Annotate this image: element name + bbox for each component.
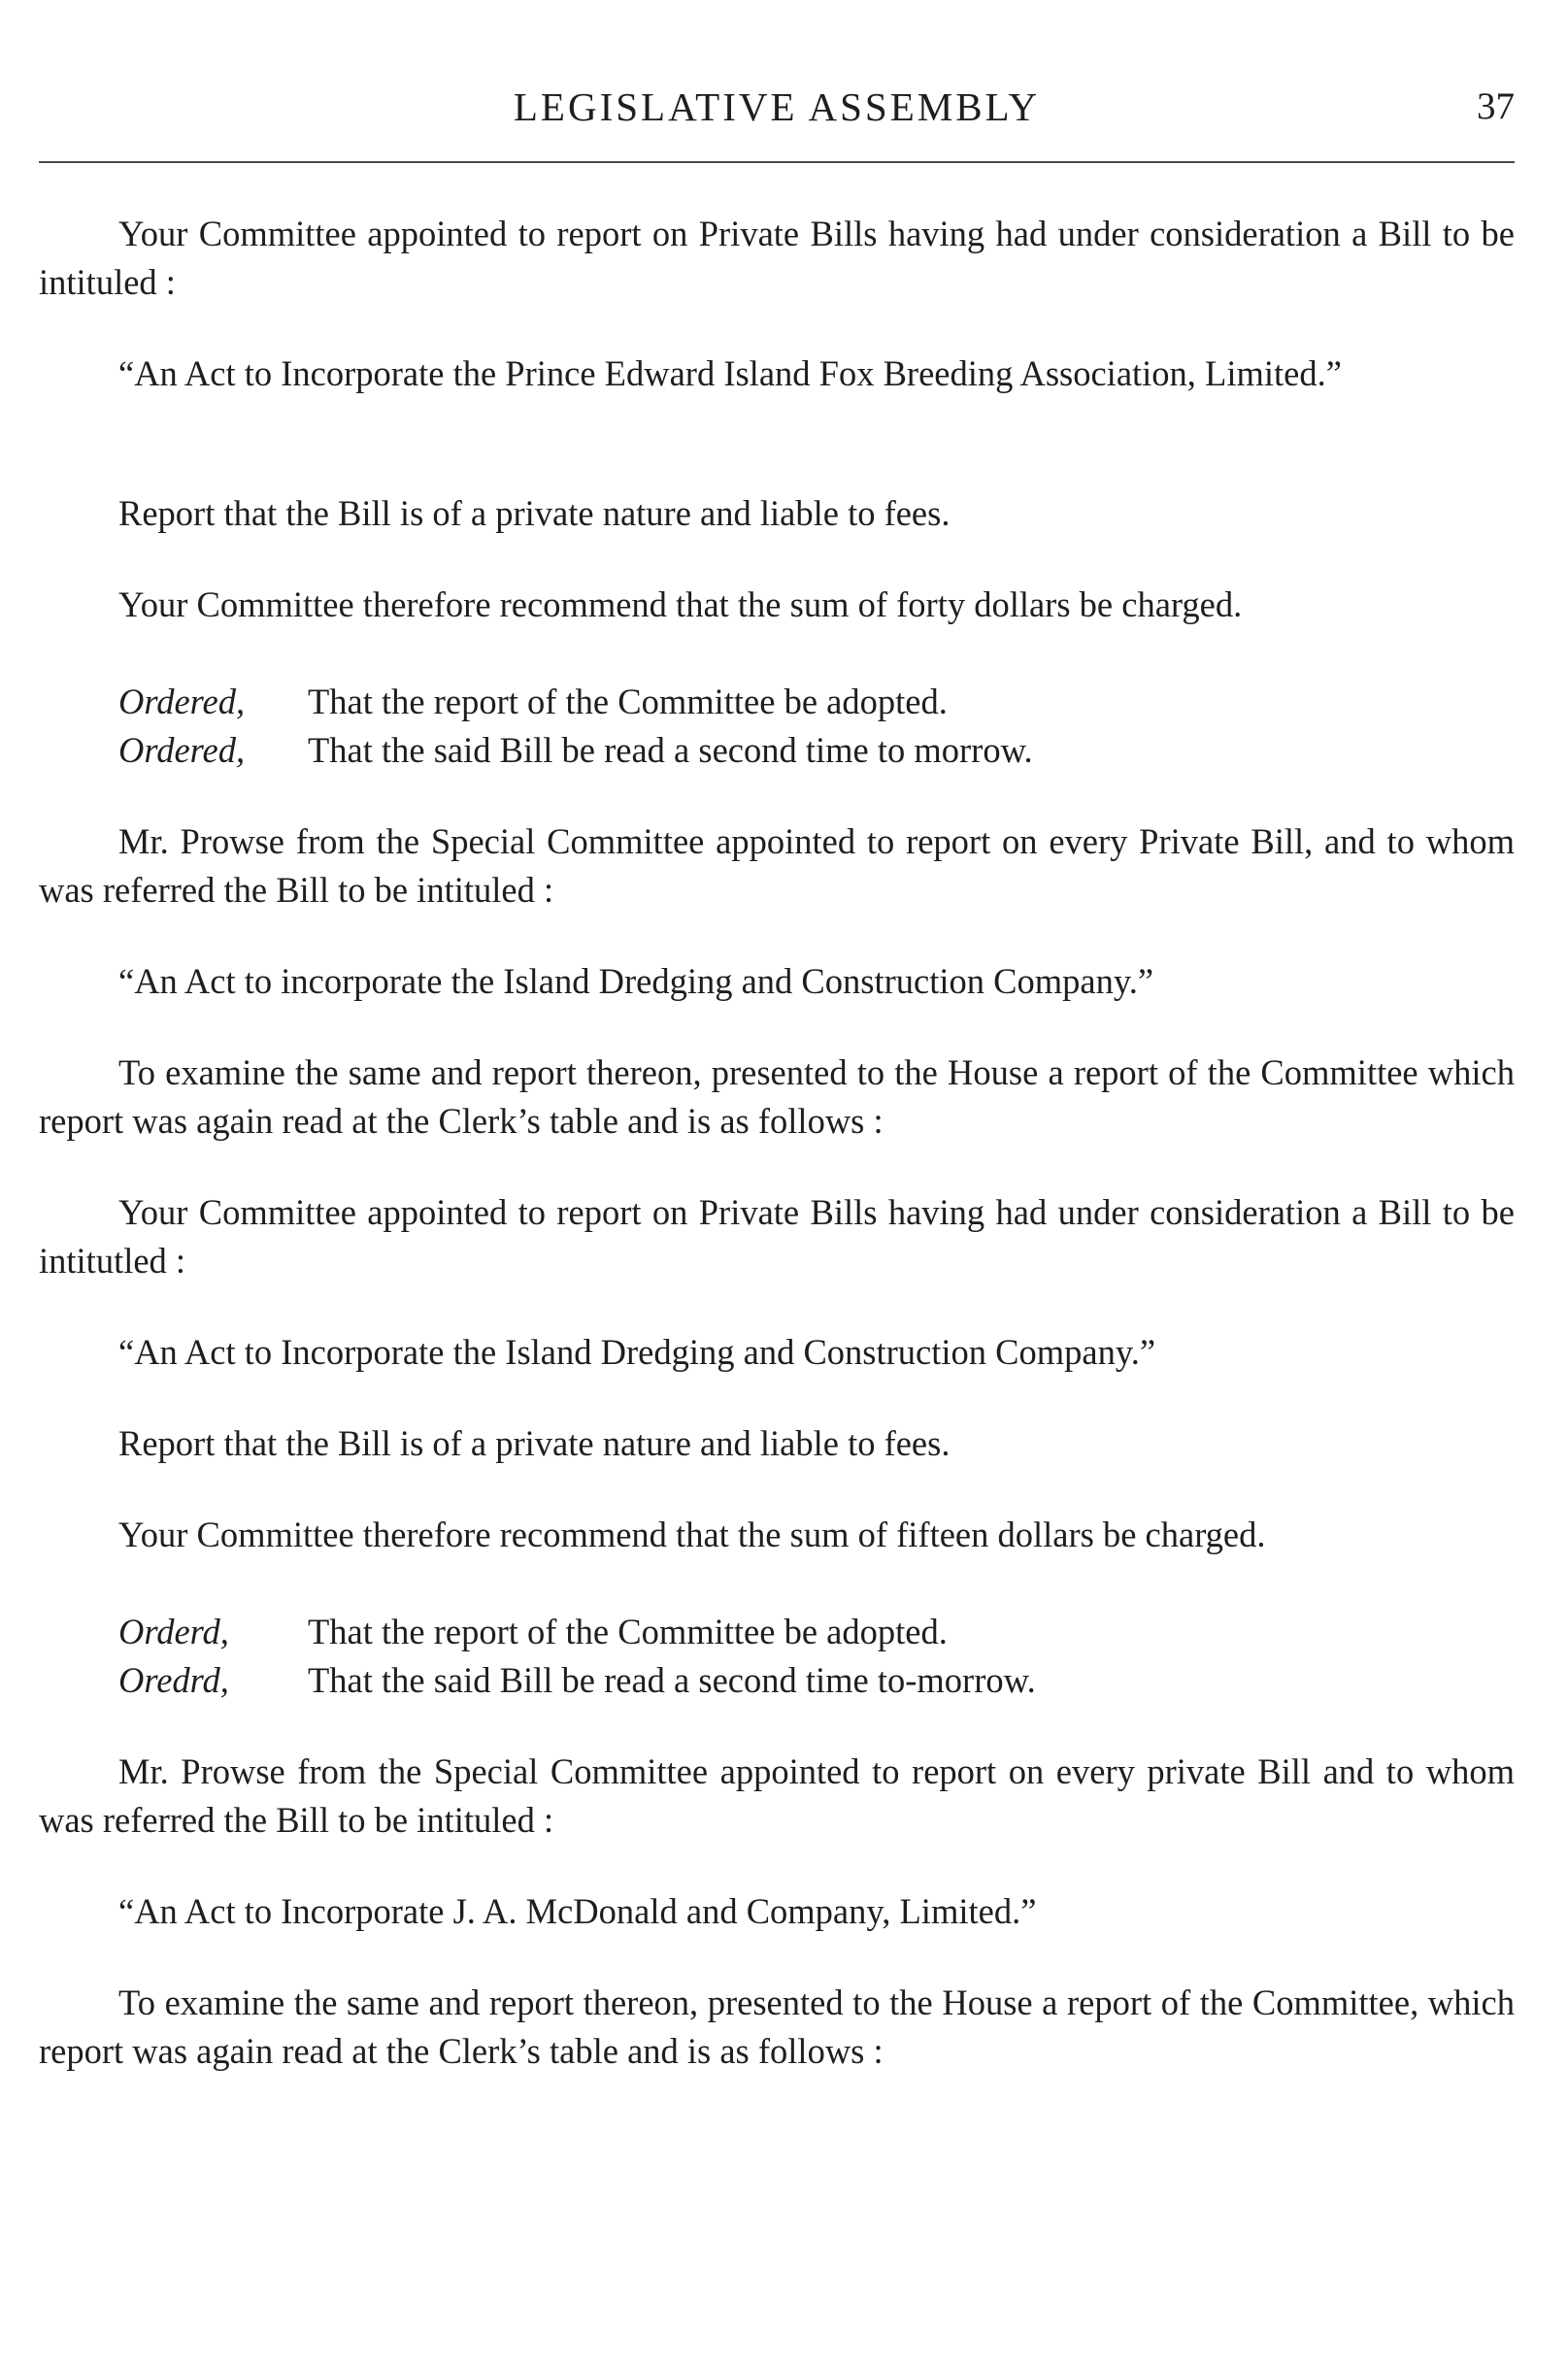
page-number: 37 xyxy=(1477,85,1515,127)
header-rule xyxy=(39,161,1515,163)
paragraph-report-nature: Report that the Bill is of a private nature and liable to fees. xyxy=(118,1423,951,1463)
ordered-line xyxy=(39,726,1515,775)
ordered-keyword: Ordered, xyxy=(118,682,246,721)
paragraph-examine-report: To examine the same and report thereon, presented to the House a report of the Committee which report was again read at the Clerk’s table and is as follows : xyxy=(39,1052,1515,1141)
paragraph-fee-recommendation: Your Committee therefore recommend that the sum of forty dollars be charged. xyxy=(118,584,1243,624)
paragraph-bill-title: “An Act to Incorporate the Island Dredging and Construction Company.” xyxy=(118,1332,1156,1372)
ordered-line xyxy=(39,678,1515,726)
paragraph-report-nature: Report that the Bill is of a private nature and liable to fees. xyxy=(118,493,951,533)
paragraph-committee-report-intro: Your Committee appointed to report on Private Bills having had under consideration a Bill to be intitutled : xyxy=(39,1192,1515,1281)
ordered-line xyxy=(39,1656,1515,1705)
ordered-line xyxy=(39,1608,1515,1656)
ordered-keyword: Oredrd, xyxy=(118,1660,229,1700)
paragraph-bill-title: “An Act to Incorporate J. A. McDonald and Company, Limited.” xyxy=(118,1891,1037,1931)
ordered-text: That the report of the Committee be adopted. xyxy=(308,682,948,721)
ordered-text: That the report of the Committee be adopted. xyxy=(308,1612,948,1651)
paragraph-special-committee: Mr. Prowse from the Special Committee appointed to report on every private Bill and to whom was referred the Bill to be intituled : xyxy=(39,1751,1515,1840)
ordered-keyword: Orderd, xyxy=(118,1612,229,1651)
running-title: LEGISLATIVE ASSEMBLY xyxy=(513,84,1041,129)
paragraph-examine-report: To examine the same and report thereon, presented to the House a report of the Committee, which report was again read at the Clerk’s table and is as follows : xyxy=(39,1983,1515,2071)
paragraph-special-committee: Mr. Prowse from the Special Committee appointed to report on every Private Bill, and to whom was referred the Bill to be intituled : xyxy=(39,821,1515,910)
page-header xyxy=(39,80,1515,134)
paragraph-fee-recommendation: Your Committee therefore recommend that the sum of fifteen dollars be charged. xyxy=(118,1515,1266,1554)
ordered-text: That the said Bill be read a second time to-morrow. xyxy=(308,1660,1036,1700)
ordered-text: That the said Bill be read a second time to morrow. xyxy=(308,730,1033,770)
paragraph-committee-report-intro: Your Committee appointed to report on Private Bills having had under consideration a Bill to be intituled : xyxy=(39,214,1515,302)
paragraph-bill-title: “An Act to incorporate the Island Dredging and Construction Company.” xyxy=(118,961,1154,1001)
paragraph-bill-title: “An Act to Incorporate the Prince Edward Island Fox Breeding Association, Limited.” xyxy=(118,353,1342,393)
ordered-keyword: Ordered, xyxy=(118,730,246,770)
page-body xyxy=(39,210,1515,2076)
